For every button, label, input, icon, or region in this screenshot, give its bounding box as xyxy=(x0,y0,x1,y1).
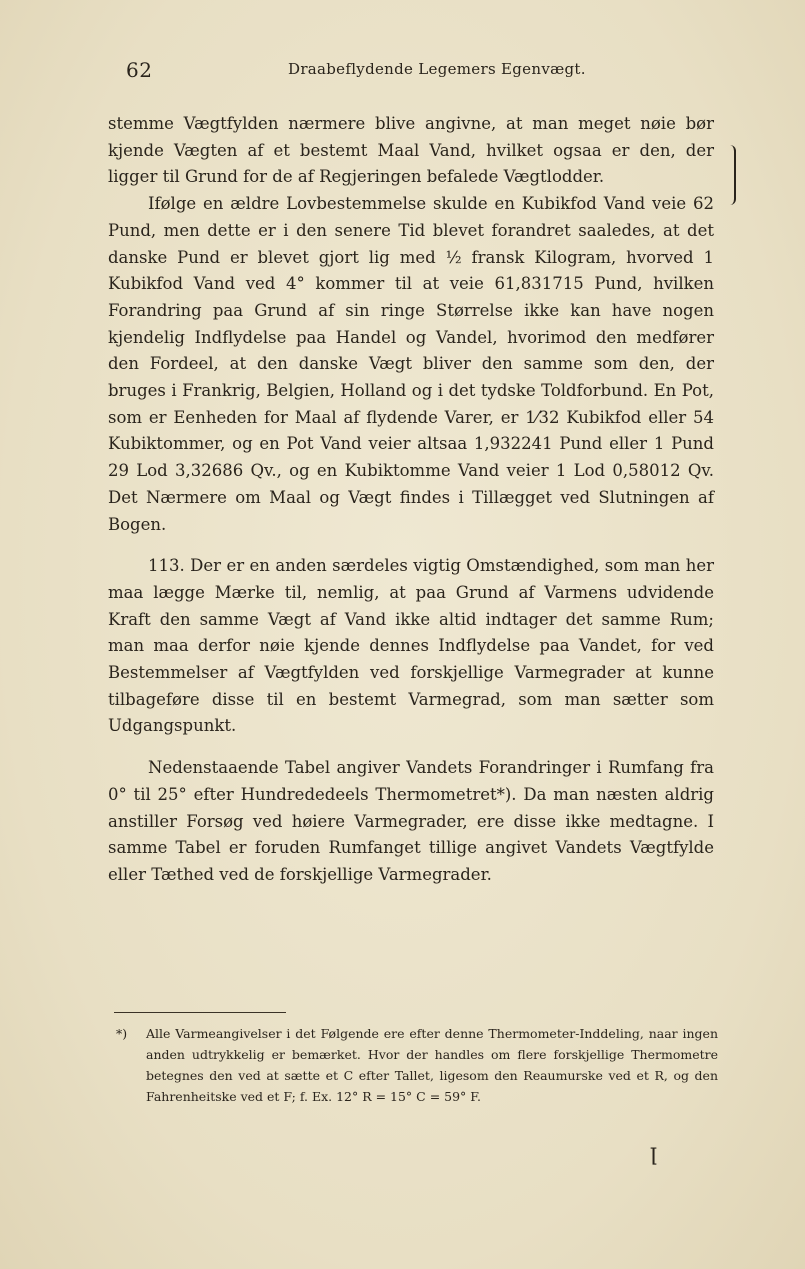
body-text xyxy=(108,111,714,889)
margin-pencil-mark: ꞁ xyxy=(650,1140,658,1165)
margin-bracket-mark xyxy=(726,145,736,205)
footnote-marker: *) xyxy=(116,1026,128,1041)
footnote-rule xyxy=(114,1012,286,1013)
page-header xyxy=(108,58,714,88)
footnote xyxy=(118,1023,718,1107)
running-head: Draabeflydende Legemers Egenvægt. xyxy=(288,60,586,78)
paragraph-continuation: stemme Vægtfylden nærmere blive angivne, at man meget nøie bør kjende Vægten af et bestemt Maal Vand, hvilket ogsaa er den, der ligger til Grund for de af Regjeringen befalede Vægtlodder. xyxy=(108,114,714,187)
paragraph-lovbestemmelse: Ifølge en ældre Lovbestemmelse skulde en Kubikfod Vand veie 62 Pund, men dette er i den senere Tid blevet forandret saaledes, at det danske Pund er blevet gjort lig med ½ fransk Kilogram, hvorved 1 Kubikfod Vand ved 4° kommer til at veie 61,831715 Pund, hvilken Forandring paa Grund af sin ringe Størrelse ikke kan have nogen kjendelig Indflydelse paa Handel og Vandel, hvorimod den medfører den Fordeel, at den danske Vægt bliver den samme som den, der bruges i Frankrig, Belgien, Holland og i det tydske Toldforbund. En Pot, som er Eenheden for Maal af flydende Varer, er 1⁄32 Kubikfod eller 54 Kubiktommer, og en Pot Vand veier altsaa 1,932241 Pund eller 1 Pund 29 Lod 3,32686 Qv., og en Kubiktomme Vand veier 1 Lod 0,58012 Qv. Det Nærmere om Maal og Vægt findes i Tillægget ved Slutningen af Bogen. xyxy=(108,194,714,534)
footnote-text: Alle Varmeangivelser i det Følgende ere efter denne Thermometer-Inddeling, naar ingen anden udtrykkelig er bemærket. Hvor der handles om flere forskjellige Thermometre betegnes den ved at sætte et C efter Tallet, ligesom den Reaumurske ved et R, og den Fahrenheitske ved et F; f. Ex. 12° R = 15° C = 59° F. xyxy=(146,1026,718,1104)
paragraph-113: 113. Der er en anden særdeles vigtig Omstændighed, som man her maa lægge Mærke til, nemlig, at paa Grund af Varmens udvidende Kraft den samme Vægt af Vand ikke altid indtager det samme Rum; man maa derfor nøie kjende dennes Indflydelse paa Vandet, for ved Bestemmelser af Vægtfylden ved forskjellige Varmegrader at kunne tilbageføre disse til en bestemt Varmegrad, som man sætter som Udgangspunkt. xyxy=(108,556,714,736)
page-number: 62 xyxy=(126,58,153,82)
paragraph-tabel: Nedenstaaende Tabel angiver Vandets Forandringer i Rumfang fra 0° til 25° efter Hundrededeels Thermometret*). Da man næsten aldrig anstiller Forsøg ved høiere Varmegrader, ere disse ikke medtagne. I samme Tabel er foruden Rumfanget tillige angivet Vandets Vægtfylde eller Tæthed ved de forskjellige Varmegrader. xyxy=(108,758,714,884)
